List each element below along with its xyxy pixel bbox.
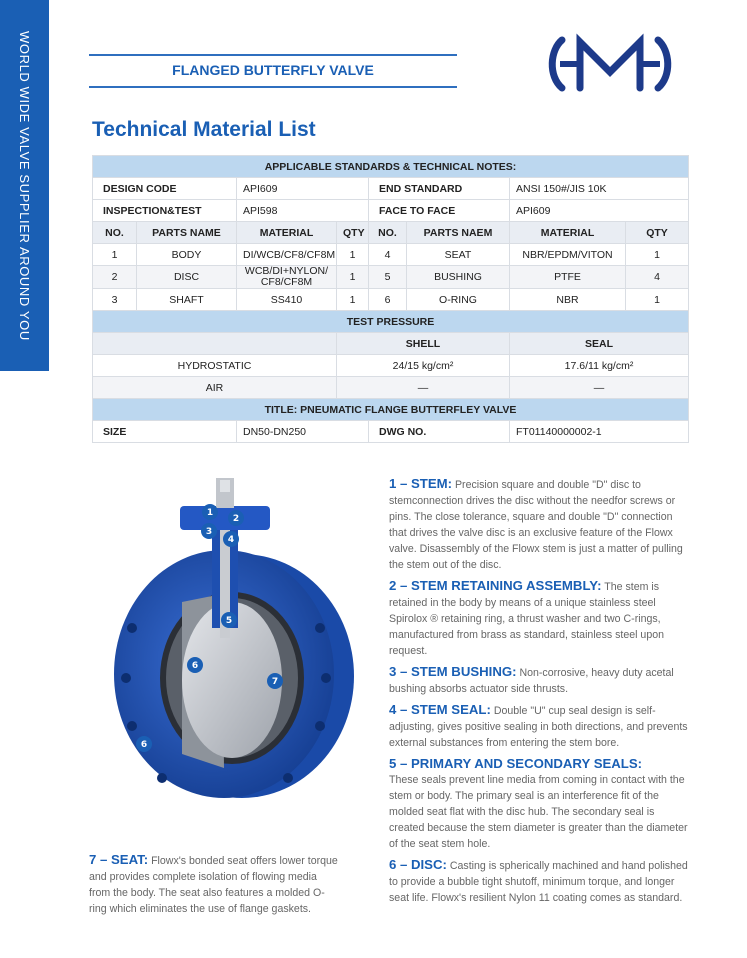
part-no: 5 [369, 266, 407, 289]
part-name: O-RING [407, 289, 510, 311]
part-material: NBR/EPDM/VITON [510, 244, 626, 266]
col-no-right: NO. [369, 222, 407, 244]
part-qty: 1 [626, 244, 689, 266]
part-qty: 4 [626, 266, 689, 289]
part-name: SEAT [407, 244, 510, 266]
component-descriptions [389, 476, 689, 911]
description-heading: 5 – PRIMARY AND SECONDARY SEALS: [389, 756, 643, 771]
description-seals [389, 756, 689, 852]
header-rule-top [89, 54, 457, 56]
description-heading: 1 – STEM: [389, 476, 453, 491]
seal-label: SEAL [510, 333, 689, 355]
size-value: DN50-DN250 [237, 421, 369, 443]
col-parts-name: PARTS NAME [137, 222, 237, 244]
description-body: These seals prevent line media from coming in contact with the stem or body. The primary seal is an interference fit of the molded seat flat with the disc hub. The secondary seal is created because the stem diameter is greater than the diameter of the seat stem hole. [389, 774, 688, 850]
description-heading: 6 – DISC: [389, 857, 447, 872]
description-heading: 4 – STEM SEAL: [389, 702, 491, 717]
description-seat [89, 852, 339, 917]
callout-3: 3 [205, 527, 213, 537]
valve-title-row: TITLE: PNEUMATIC FLANGE BUTTERFLEY VALVE [93, 399, 689, 421]
part-no: 6 [369, 289, 407, 311]
col-material: MATERIAL [237, 222, 337, 244]
part-material: WCB/DI+NYLON/ CF8/CF8M [237, 266, 337, 289]
size-label: SIZE [93, 421, 237, 443]
table-row [93, 244, 689, 266]
inspection-value: API598 [237, 200, 369, 222]
part-name: DISC [137, 266, 237, 289]
table-row [93, 266, 689, 289]
hydrostatic-label: HYDROSTATIC [93, 355, 337, 377]
design-code-label: DESIGN CODE [93, 178, 237, 200]
end-standard-value: ANSI 150#/JIS 10K [510, 178, 689, 200]
description-body: Double "U" cup seal design is self-adjusting, gives positive sealing in both directions, and prevents external substances from entering the stem bore. [389, 705, 688, 749]
col-qty-right: QTY [626, 222, 689, 244]
description-body: Casting is spherically machined and hand polished to provide a bubble tight shutoff, minimum torque, and longer seat life. Flowx's resilient Nylon 11 coating comes as standard. [389, 860, 688, 904]
part-material: SS410 [237, 289, 337, 311]
inspection-label: INSPECTION&TEST [93, 200, 237, 222]
description-body: The stem is retained in the body by means of a unique stainless steel Spirolox ® retaining ring, a thrust washer and two C-rings, manufactured from brass as standard, stainless steel upon request. [389, 581, 664, 657]
table-row [93, 289, 689, 311]
part-material: DI/WCB/CF8/CF8M [237, 244, 337, 266]
callout-4: 4 [227, 535, 235, 545]
callout-7: 7 [271, 677, 279, 687]
header-rule-bottom [89, 86, 457, 88]
part-name: SHAFT [137, 289, 237, 311]
description-stem-retaining [389, 578, 689, 659]
part-qty: 1 [337, 289, 369, 311]
description-disc [389, 857, 689, 906]
part-no: 1 [93, 244, 137, 266]
callout-1: 1 [206, 508, 214, 518]
face-to-face-value: API609 [510, 200, 689, 222]
valve-cutaway-image [92, 478, 354, 813]
material-table [92, 155, 689, 443]
part-no: 3 [93, 289, 137, 311]
part-name: BODY [137, 244, 237, 266]
hydrostatic-seal: 17.6/11 kg/cm² [510, 355, 689, 377]
sidebar-text: WORLD WIDE VALVE SUPPLIER AROUND YOU [17, 30, 32, 341]
col-parts-name-right: PARTS NAEM [407, 222, 510, 244]
air-label: AIR [93, 377, 337, 399]
part-name: BUSHING [407, 266, 510, 289]
test-pressure-header: TEST PRESSURE [93, 311, 689, 333]
part-qty: 1 [337, 266, 369, 289]
part-qty: 1 [337, 244, 369, 266]
description-stem-seal [389, 702, 689, 751]
callout-5: 5 [225, 616, 233, 626]
col-qty: QTY [337, 222, 369, 244]
air-shell: — [337, 377, 510, 399]
col-no: NO. [93, 222, 137, 244]
dwg-value: FT01140000002-1 [510, 421, 689, 443]
callout-6: 6 [191, 661, 199, 671]
description-body: Non-corrosive, heavy duty acetal bushing absorbs actuator side thrusts. [389, 667, 674, 695]
shell-label: SHELL [337, 333, 510, 355]
company-logo [540, 32, 680, 94]
part-qty: 1 [626, 289, 689, 311]
sidebar-tagline [0, 0, 49, 371]
description-stem-bushing [389, 664, 689, 697]
part-no: 4 [369, 244, 407, 266]
part-material: PTFE [510, 266, 626, 289]
description-stem [389, 476, 689, 573]
header-title: FLANGED BUTTERFLY VALVE [172, 62, 374, 78]
col-material-right: MATERIAL [510, 222, 626, 244]
description-heading: 2 – STEM RETAINING ASSEMBLY: [389, 578, 602, 593]
part-no: 2 [93, 266, 137, 289]
face-to-face-label: FACE TO FACE [369, 200, 510, 222]
description-body: Precision square and double "D" disc to stemconnection drives the disc without the needfor screws or pins. The close tolerance, square and double "D" connection that drives the valve disc is an exclusive feature of the Flowx valve. Disassembly of the Flowx stem is just a matter of pulling the stem out of the disc. [389, 479, 683, 571]
design-code-value: API609 [237, 178, 369, 200]
seat-heading: 7 – SEAT: [89, 852, 149, 867]
pressure-blank [93, 333, 337, 355]
part-material: NBR [510, 289, 626, 311]
hydrostatic-shell: 24/15 kg/cm² [337, 355, 510, 377]
air-seal: — [510, 377, 689, 399]
dwg-label: DWG NO. [369, 421, 510, 443]
description-heading: 3 – STEM BUSHING: [389, 664, 517, 679]
standards-header: APPLICABLE STANDARDS & TECHNICAL NOTES: [93, 156, 689, 178]
page-title: Technical Material List [92, 118, 316, 141]
callout-6-lower: 6 [140, 740, 148, 750]
seat-body: Flowx's bonded seat offers lower torque and provides complete isolation of flowing media from the body. The seat also features a molded O-ring which eliminates the use of flange gaskets. [89, 855, 338, 915]
end-standard-label: END STANDARD [369, 178, 510, 200]
callout-2: 2 [232, 514, 240, 524]
